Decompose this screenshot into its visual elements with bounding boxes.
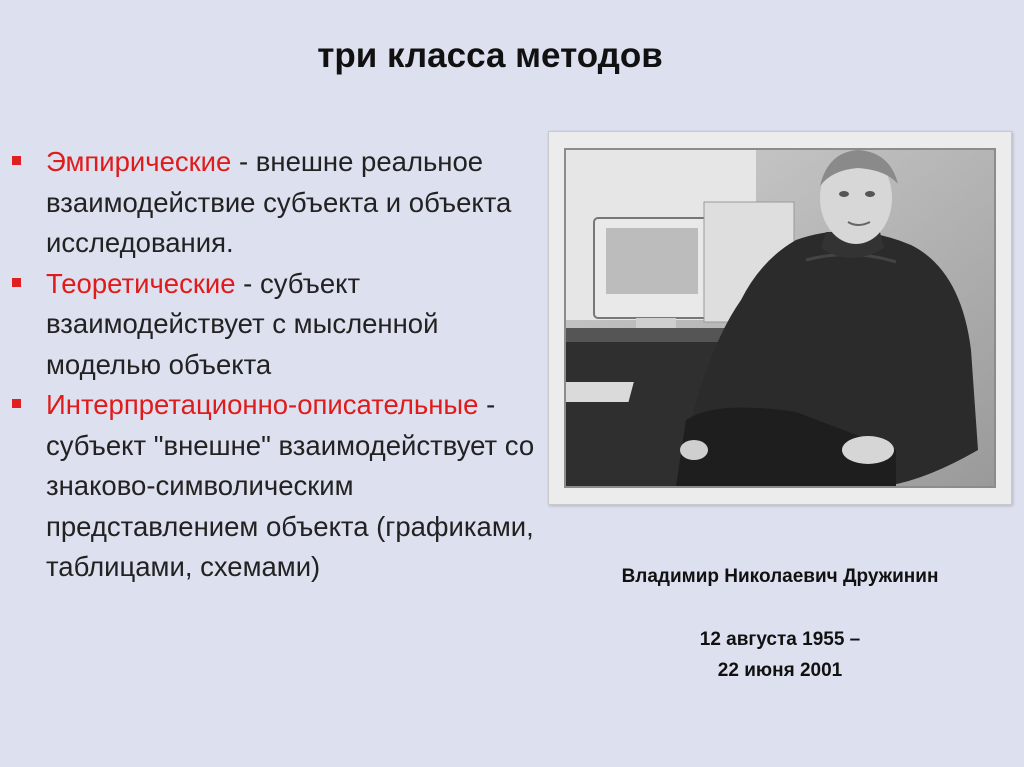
bullet-marker-icon <box>12 156 21 165</box>
person-name: Владимир Николаевич Дружинин <box>621 566 939 587</box>
term-empirical: Эмпирические <box>46 146 232 177</box>
desc-theoretical: - субъект взаимодействует с мысленной моделью объекта <box>46 267 439 380</box>
portrait-illustration <box>566 150 994 486</box>
methods-list <box>12 142 542 588</box>
portrait-photo <box>564 148 996 488</box>
desc-empirical: - внешне реальное взаимодействие субъекта и объекта исследования. <box>46 146 512 258</box>
birth-date: 12 августа 1955 – <box>699 629 861 650</box>
list-item-empirical <box>12 142 542 264</box>
desc-interpretive: - субъект "внешне" взаимодействует со знаково-символическим представлением объекта (графиками, таблицами, схемами) <box>46 389 535 582</box>
list-item-interpretive <box>12 385 542 588</box>
bullet-marker-icon <box>12 278 21 287</box>
list-item-theoretical <box>12 264 542 386</box>
slide-title: три класса методов <box>317 36 663 75</box>
bullet-marker-icon <box>12 399 21 408</box>
life-dates <box>548 624 1012 686</box>
term-interpretive: Интерпретационно-описательные <box>46 389 479 420</box>
portrait-frame <box>548 131 1012 505</box>
term-theoretical: Теоретические <box>46 267 236 299</box>
death-date: 22 июня 2001 <box>717 660 843 681</box>
